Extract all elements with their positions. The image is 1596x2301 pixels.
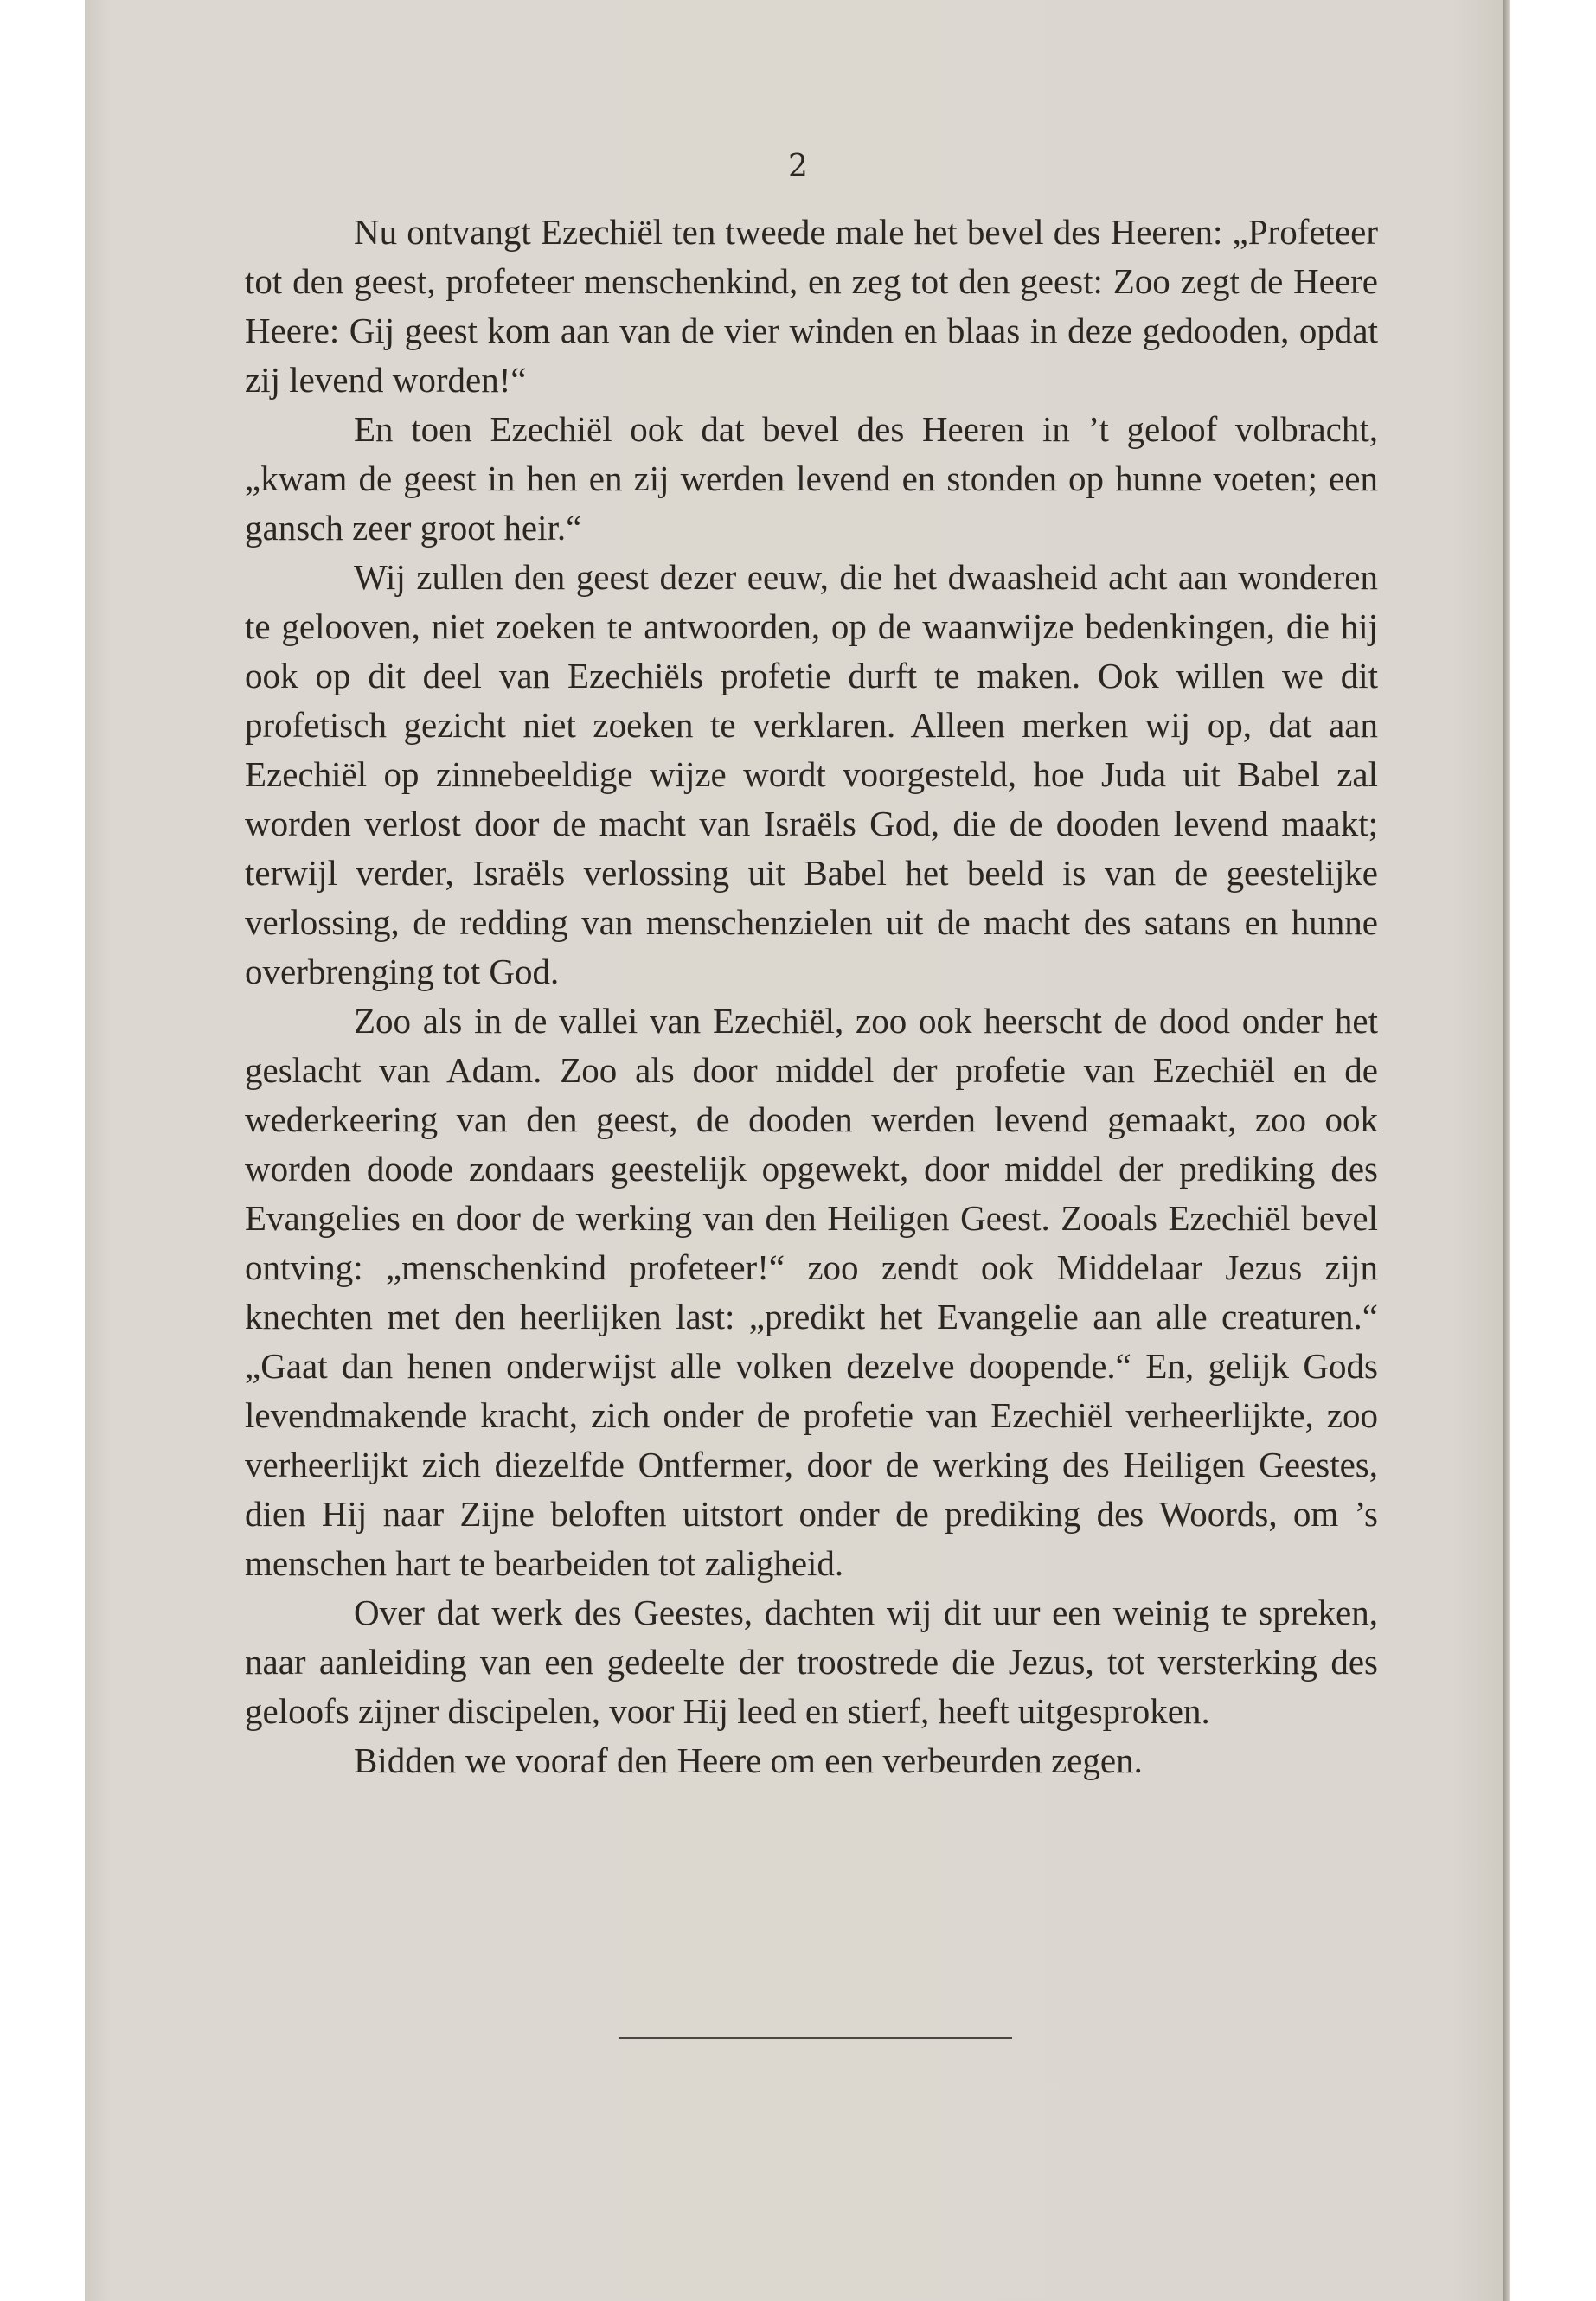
paragraph: Over dat werk des Geestes, dachten wij dit uur een weinig te spreken, naar aanleiding van een gedeelte der troostrede die Jezus, tot versterking des geloofs zijner discipelen, voor Hij leed en stierf, heeft uitgesproken.: [245, 1593, 1378, 1731]
closing-rule: [619, 2037, 1012, 2039]
body-text: [245, 208, 1378, 1785]
page-number: 2: [788, 149, 808, 184]
paragraph: En toen Ezechiël ook dat bevel des Heeren in ’t geloof volbracht, „kwam de geest in hen en zij werden levend en stonden op hunne voeten; een gansch zeer groot heir.“: [245, 409, 1378, 548]
paragraph: Wij zullen den geest dezer eeuw, die het dwaasheid acht aan wonderen te gelooven, niet zoeken te antwoorden, op de waanwijze bedenkingen, die hij ook op dit deel van Ezechiëls profetie durft te maken. Ook willen we dit profetisch gezicht niet zoeken te verklaren. Alleen merken wij op, dat aan Ezechiël op zinnebeeldige wijze wordt voorgesteld, hoe Juda uit Babel zal worden verlost door de macht van Israëls God, die de dooden levend maakt; terwijl verder, Israëls verlossing uit Babel het beeld is van de geestelijke verlossing, de redding van menschenzielen uit de macht des satans en hunne overbrenging tot God.: [245, 557, 1378, 991]
page-edge: [1503, 0, 1510, 2301]
paragraph: Zoo als in de vallei van Ezechiël, zoo ook heerscht de dood onder het geslacht van Adam. Zoo als door middel der profetie van Ezechiël en de wederkeering van den geest, de dooden werden levend gemaakt, zoo ook worden doode zondaars geestelijk opgewekt, door middel der prediking des Evangelies en door de werking van den Heiligen Geest. Zooals Ezechiël bevel ontving: „menschenkind profeteer!“ zoo zendt ook Middelaar Jezus zijn knechten met den heerlijken last: „predikt het Evangelie aan alle creaturen.“ „Gaat dan henen onderwijst alle volken dezelve doopende.“ En, gelijk Gods levendmakende kracht, zich onder de profetie van Ezechiël verheerlijkte, zoo verheerlijkt zich diezelfde Ontfermer, door de werking des Heiligen Geestes, dien Hij naar Zijne beloften uitstort onder de prediking des Woords, om ’s menschen hart te bearbeiden tot zaligheid.: [245, 1001, 1378, 1583]
paragraph: Nu ontvangt Ezechiël ten tweede male het bevel des Heeren: „Profeteer tot den geest, profeteer menschenkind, en zeg tot den geest: Zoo zegt de Heere Heere: Gij geest kom aan van de vier winden en blaas in deze gedooden, opdat zij levend worden!“: [245, 212, 1378, 400]
paragraph: Bidden we vooraf den Heere om een verbeurden zegen.: [354, 1740, 1143, 1780]
